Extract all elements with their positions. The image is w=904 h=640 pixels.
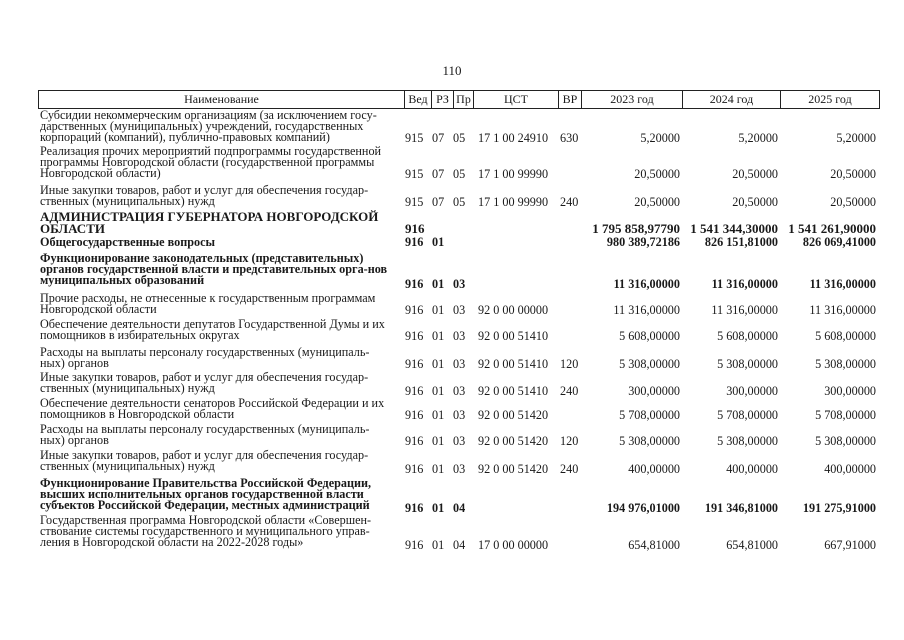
row-rz: 01 xyxy=(432,538,445,552)
row-ved: 916 xyxy=(405,462,424,476)
row-2024: 11 316,00000 xyxy=(711,303,778,317)
row-name: Субсидии некоммерческим организациям (за исключением госу-дарственных (муниципальных) учреждений, государственных корпораций (компаний), публично-правовых компаний) xyxy=(40,108,377,145)
table-header xyxy=(38,90,880,109)
row-2023: 11 316,00000 xyxy=(613,277,680,291)
row-ved: 916 xyxy=(405,357,424,371)
header-rz: РЗ xyxy=(432,91,454,108)
row-2024: 5,20000 xyxy=(738,131,778,145)
row-2025: 5,20000 xyxy=(836,131,876,145)
row-cst: 92 0 00 51420 xyxy=(478,408,549,422)
row-vr: 240 xyxy=(560,195,579,209)
row-cst: 92 0 00 51410 xyxy=(478,384,549,398)
row-rz: 07 xyxy=(432,131,445,145)
row-pr: 03 xyxy=(453,277,466,291)
header-name: Наименование xyxy=(39,91,405,108)
row-rz: 01 xyxy=(432,384,445,398)
row-ved: 916 xyxy=(405,329,424,343)
row-ved: 916 xyxy=(405,277,424,291)
row-ved: 916 xyxy=(405,408,424,422)
row-name: Расходы на выплаты персоналу государственных (муниципаль-ных) органов xyxy=(40,422,370,448)
header-2023: 2023 год xyxy=(582,91,683,108)
row-ved: 916 xyxy=(405,434,424,448)
row-name: Иные закупки товаров, работ и услуг для обеспечения государ-ственных (муниципальных) нужд xyxy=(40,183,369,209)
row-2023: 5 308,00000 xyxy=(619,357,680,371)
row-name: Обеспечение деятельности сенаторов Российской Федерации и их помощников в Новгородской области xyxy=(40,396,385,422)
row-vr: 120 xyxy=(560,434,579,448)
row-2024: 11 316,00000 xyxy=(711,277,778,291)
row-rz: 07 xyxy=(432,167,445,181)
row-vr: 120 xyxy=(560,357,579,371)
row-pr: 03 xyxy=(453,384,466,398)
page-number: 110 xyxy=(442,63,462,78)
row-cst: 92 0 00 51420 xyxy=(478,434,549,448)
row-name: Функционирование законодательных (представительных) органов государственной власти и представительных орга-нов муниципальных образований xyxy=(40,251,388,288)
row-2024: 400,00000 xyxy=(726,462,778,476)
row-2025: 5 308,00000 xyxy=(815,357,876,371)
row-2023: 11 316,00000 xyxy=(613,303,680,317)
row-pr: 03 xyxy=(453,434,466,448)
row-2025: 20,50000 xyxy=(830,195,876,209)
row-rz: 01 xyxy=(432,501,445,515)
row-name: Иные закупки товаров, работ и услуг для обеспечения государ-ственных (муниципальных) нужд xyxy=(40,448,369,474)
row-cst: 92 0 00 51420 xyxy=(478,462,549,476)
row-2025: 191 275,91000 xyxy=(802,501,876,515)
row-name: Расходы на выплаты персоналу государственных (муниципаль-ных) органов xyxy=(40,345,370,371)
row-ved: 916 xyxy=(405,221,425,236)
header-vr: ВР xyxy=(559,91,582,108)
row-vr: 240 xyxy=(560,462,579,476)
row-pr: 03 xyxy=(453,462,466,476)
row-rz: 01 xyxy=(432,408,445,422)
row-2024: 654,81000 xyxy=(726,538,778,552)
row-name: Функционирование Правительства Российской Федерации, высших исполнительных органов государственной власти субъектов Российской Федерации, местных администраций xyxy=(40,476,372,513)
row-2023: 5 308,00000 xyxy=(619,434,680,448)
row-rz: 01 xyxy=(432,434,445,448)
row-cst: 17 1 00 24910 xyxy=(478,131,549,145)
row-2025: 11 316,00000 xyxy=(809,277,876,291)
row-2024: 5 708,00000 xyxy=(717,408,778,422)
row-ved: 915 xyxy=(405,131,424,145)
row-2023: 5 608,00000 xyxy=(619,329,680,343)
row-2023: 5,20000 xyxy=(640,131,680,145)
row-name: Иные закупки товаров, работ и услуг для обеспечения государ-ственных (муниципальных) нужд xyxy=(40,370,369,396)
row-2024: 191 346,81000 xyxy=(704,501,778,515)
row-2024: 20,50000 xyxy=(732,167,778,181)
row-name: Государственная программа Новгородской области «Совершен-ствование системы государственного и муниципального управ-ления в Новгородской области на 2022-2028 годы» xyxy=(40,513,372,550)
row-2023: 400,00000 xyxy=(628,462,680,476)
row-name: Обеспечение деятельности депутатов Государственной Думы и их помощников в избирательных округах xyxy=(40,317,385,343)
row-2025: 667,91000 xyxy=(824,538,876,552)
row-2023: 20,50000 xyxy=(634,195,680,209)
row-name: Общегосударственные вопросы xyxy=(40,235,216,249)
row-cst: 17 1 00 99990 xyxy=(478,195,549,209)
row-2023: 1 795 858,97790 xyxy=(592,221,680,236)
header-2024: 2024 год xyxy=(683,91,781,108)
row-name: АДМИНИСТРАЦИЯ ГУБЕРНАТОРА НОВГОРОДСКОЙ ОБЛАСТИ xyxy=(40,209,379,236)
row-2024: 1 541 344,30000 xyxy=(690,221,778,236)
row-cst: 17 1 00 99990 xyxy=(478,167,549,181)
row-ved: 915 xyxy=(405,195,424,209)
row-2023: 300,00000 xyxy=(628,384,680,398)
row-cst: 92 0 00 51410 xyxy=(478,357,549,371)
row-pr: 04 xyxy=(453,501,466,515)
row-2023: 5 708,00000 xyxy=(619,408,680,422)
row-2024: 826 151,81000 xyxy=(704,235,778,249)
row-rz: 01 xyxy=(432,357,445,371)
row-pr: 03 xyxy=(453,357,466,371)
row-ved: 916 xyxy=(405,384,424,398)
row-2025: 20,50000 xyxy=(830,167,876,181)
row-rz: 01 xyxy=(432,462,445,476)
row-pr: 05 xyxy=(453,195,466,209)
row-2023: 654,81000 xyxy=(628,538,680,552)
row-ved: 916 xyxy=(405,501,424,515)
row-2023: 20,50000 xyxy=(634,167,680,181)
header-pr: Пр xyxy=(454,91,474,108)
row-cst: 92 0 00 00000 xyxy=(478,303,549,317)
row-2024: 20,50000 xyxy=(732,195,778,209)
row-name: Реализация прочих мероприятий подпрограммы государственной программы Новгородской области (государственной программы Новгородской области) xyxy=(40,144,382,181)
row-rz: 01 xyxy=(432,303,445,317)
row-vr: 240 xyxy=(560,384,579,398)
row-pr: 03 xyxy=(453,408,466,422)
row-pr: 04 xyxy=(453,538,466,552)
row-2025: 300,00000 xyxy=(824,384,876,398)
row-2024: 5 308,00000 xyxy=(717,434,778,448)
row-rz: 07 xyxy=(432,195,445,209)
row-rz: 01 xyxy=(432,277,445,291)
row-pr: 05 xyxy=(453,131,466,145)
row-2023: 194 976,01000 xyxy=(606,501,680,515)
row-cst: 92 0 00 51410 xyxy=(478,329,549,343)
row-pr: 03 xyxy=(453,303,466,317)
row-ved: 915 xyxy=(405,167,424,181)
row-ved: 916 xyxy=(405,235,424,249)
row-rz: 01 xyxy=(432,329,445,343)
header-cst: ЦСТ xyxy=(474,91,559,108)
row-vr: 630 xyxy=(560,131,579,145)
header-ved: Вед xyxy=(405,91,432,108)
row-2025: 5 608,00000 xyxy=(815,329,876,343)
row-rz: 01 xyxy=(432,235,445,249)
row-2025: 400,00000 xyxy=(824,462,876,476)
row-2025: 5 308,00000 xyxy=(815,434,876,448)
header-2025: 2025 год xyxy=(808,92,852,106)
row-cst: 17 0 00 00000 xyxy=(478,538,549,552)
row-pr: 03 xyxy=(453,329,466,343)
row-2025: 826 069,41000 xyxy=(802,235,876,249)
row-ved: 916 xyxy=(405,538,424,552)
row-2024: 5 608,00000 xyxy=(717,329,778,343)
row-2024: 300,00000 xyxy=(726,384,778,398)
row-2025: 11 316,00000 xyxy=(809,303,876,317)
row-2025: 5 708,00000 xyxy=(815,408,876,422)
row-pr: 05 xyxy=(453,167,466,181)
row-2025: 1 541 261,90000 xyxy=(788,221,876,236)
row-2024: 5 308,00000 xyxy=(717,357,778,371)
row-2023: 980 389,72186 xyxy=(606,235,680,249)
row-ved: 916 xyxy=(405,303,424,317)
row-name: Прочие расходы, не отнесенные к государственным программам Новгородской области xyxy=(40,291,376,317)
